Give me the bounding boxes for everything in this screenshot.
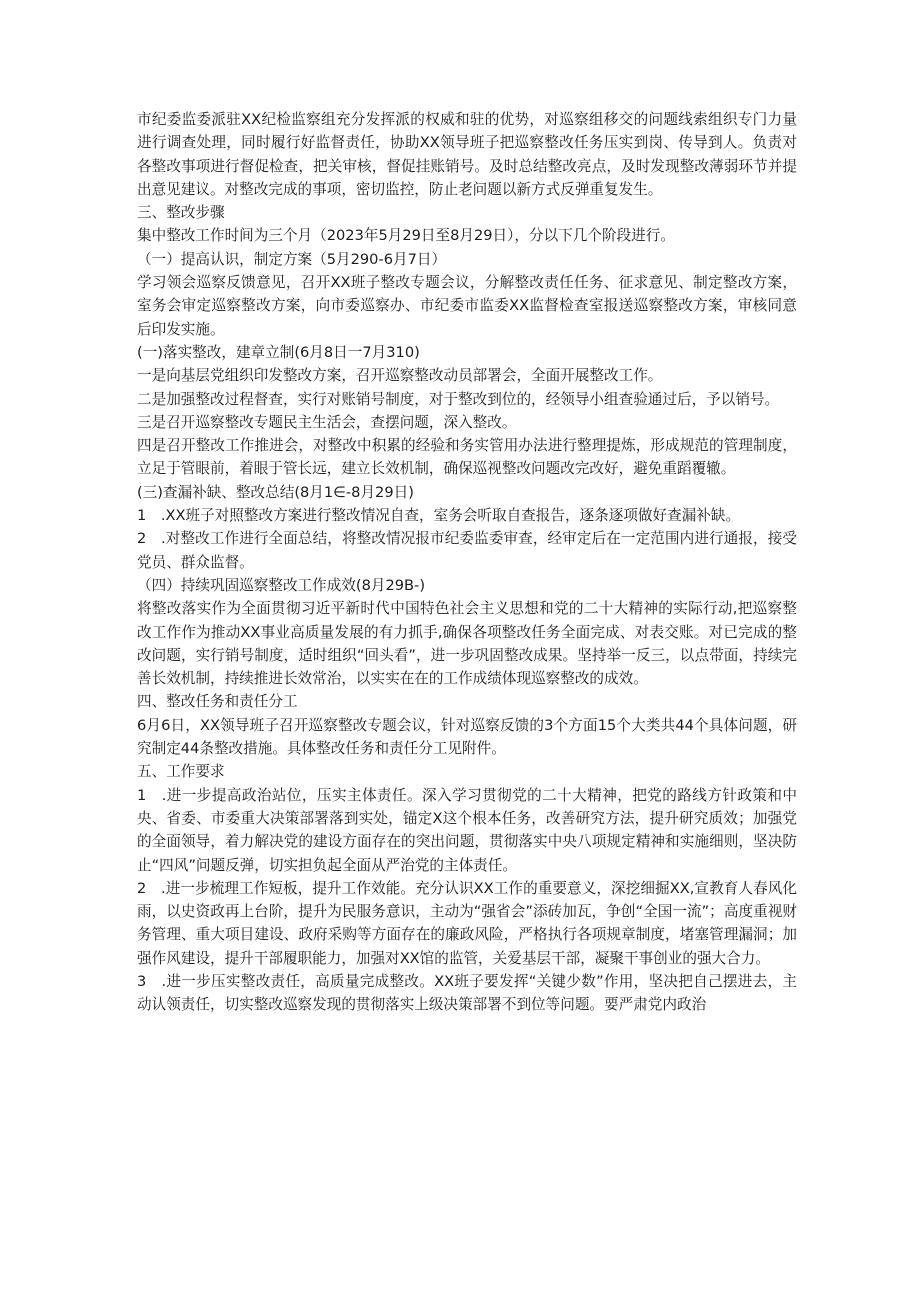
heading-rectification-steps: 三、整改步骤 [137,204,225,222]
paragraph-stage-2-item-4: 四是召开整改工作推进会，对整改中积累的经验和务实管用办法进行整理提炼，形成规范的管理制度，立足于管眼前，着眼于管长远，建立长效机制，确保巡视整改问题改完改好，避免重蹈覆辙。 [137,437,797,478]
paragraph-rectification-period: 集中整改工作时间为三个月（2023年5月29日至8月29日），分以下几个阶段进行。 [137,227,675,245]
subheading-stage-4: （四）持续巩固巡察整改工作成效(8月29B-) [137,576,426,594]
paragraph-requirement-1: 1 .进一步提高政治站位，压实主体责任。深入学习贯彻党的二十大精神，把党的路线方针政策和中央、省委、市委重大决策部署落到实处，锚定X这个根本任务，改善研究方法，提升研究质效；加强党的全面领导，着力解决党的建设方面存在的突出问题，贯彻落实中央八项规定精神和实施细则，坚决防止“四风”问题反弹，切实担负起全面从严治党的主体责任。 [137,786,797,874]
paragraph-stage-3-item-1: 1 .XX班子对照整改方案进行整改情况自查，室务会听取自查报告，逐条逐项做好查漏补缺。 [137,507,741,525]
subheading-stage-3: (三)查漏补缺、整改总结(8月1∈-8月29日) [137,483,414,501]
subheading-stage-2: (一)落实整改，建章立制(6月8日一7月310) [137,343,420,361]
document-body [137,108,797,1017]
heading-work-requirements: 五、工作要求 [137,763,225,781]
subheading-stage-1: （一）提高认识，制定方案（5月290-6月7日） [137,250,447,268]
paragraph-tasks: 6月6日，XX领导班子召开巡察整改专题会议，针对巡察反馈的3个方面15个大类共44个具体问题，研究制定44条整改措施。具体整改任务和责任分工见附件。 [137,716,797,758]
paragraph-supervision-team: 市纪委监委派驻XX纪检监察组充分发挥派的权威和驻的优势，对巡察组移交的问题线索组织专门力量进行调查处理，同时履行好监督责任，协助XX领导班子把巡察整改任务压实到岗、传导到人。负责对各整改事项进行督促检查，把关审核，督促挂账销号。及时总结整改亮点，及时发现整改薄弱环节并提出意见建议。对整改完成的事项，密切监控，防止老问题以新方式反弹重复发生。 [137,111,797,198]
paragraph-stage-2-item-1: 一是向基层党组织印发整改方案，召开巡察整改动员部署会，全面开展整改工作。 [137,367,663,385]
paragraph-stage-2-item-2: 二是加强整改过程督查，实行对账销号制度，对于整改到位的，经领导小组查验通过后，予以销号。 [137,390,780,408]
paragraph-stage-3-item-2: 2 .对整改工作进行全面总结，将整改情况报市纪委监委审查，经审定后在一定范围内进行通报，接受党员、群众监督。 [137,530,797,571]
paragraph-stage-4: 将整改落实作为全面贯彻习近平新时代中国特色社会主义思想和党的二十大精神的实际行动,把巡察整改工作作为推动XX事业高质量发展的有力抓手,确保各项整改任务全面完成、对表交账。对已完成的整改问题，实行销号制度，适时组织“回头看”，进一步巩固整改成果。坚持举一反三，以点带面，持续完善长效机制，持续推进长效常治，以实实在在的工作成绩体现巡察整改的成效。 [137,600,797,688]
heading-tasks-and-responsibilities: 四、整改任务和责任分工 [137,693,298,711]
paragraph-stage-1: 学习领会巡察反馈意见，召开XX班子整改专题会议，分解整改责任任务、征求意见、制定整改方案，室务会审定巡察整改方案，向市委巡察办、市纪委市监委XX监督检查室报送巡察整改方案，审核同意后印发实施。 [137,274,797,338]
paragraph-stage-2-item-3: 三是召开巡察整改专题民主生活会，查摆问题，深入整改。 [137,413,517,431]
paragraph-requirement-2: 2 .进一步梳理工作短板，提升工作效能。充分认识XX工作的重要意义，深挖细掘XX,宣教育人春风化雨，以史资政再上台阶，提升为民服务意识，主动为“强省会”添砖加瓦，争创“全国一流”；高度重视财务管理、重大项目建设、政府采购等方面存在的廉政风险，严格执行各项规章制度，堵塞管理漏洞；加强作风建设，提升干部履职能力，加强对XX馆的监管，关爱基层干部，凝聚干事创业的强大合力。 [137,879,797,967]
paragraph-requirement-3: 3 .进一步压实整改责任，高质量完成整改。XX班子要发挥“关键少数”作用，坚决把自己摆进去，主动认领责任，切实整改巡察发现的贯彻落实上级决策部署不到位等问题。要严肃党内政治 [137,972,797,1014]
